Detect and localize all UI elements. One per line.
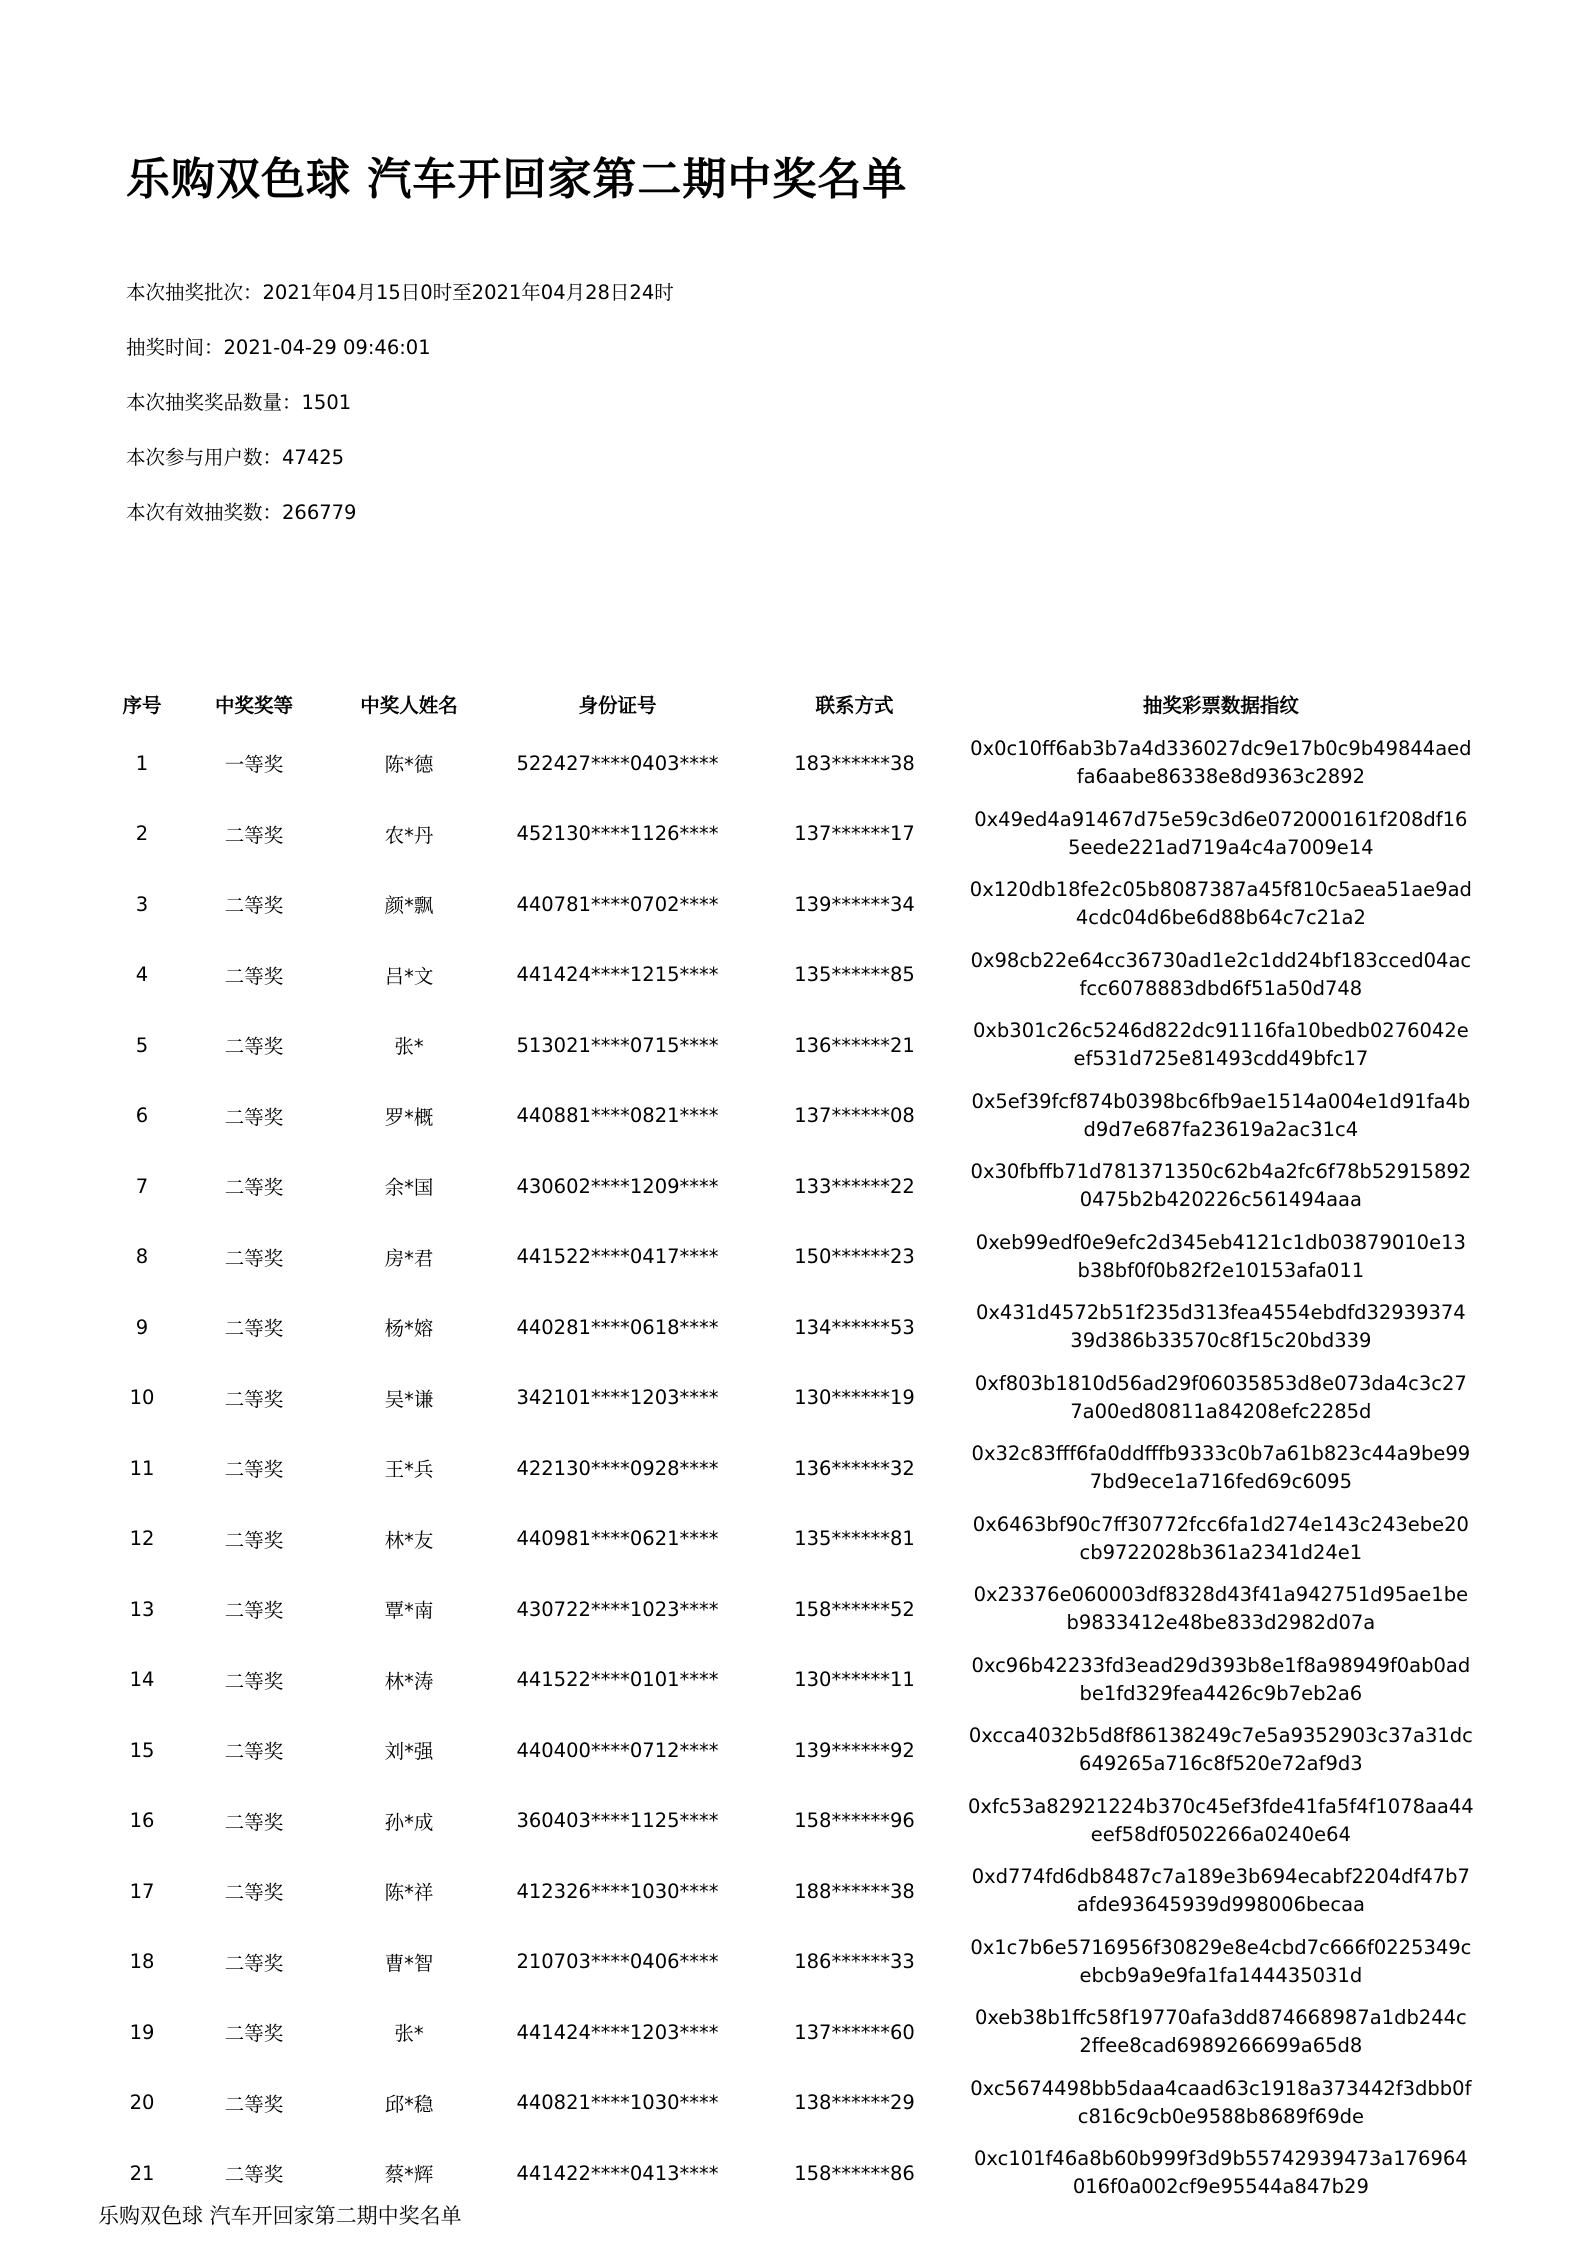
id-number-cell: 441522****0417**** [516, 1245, 719, 1269]
fingerprint-line: 0xc101f46a8b60b999f3d9b55742939473a176964 [974, 2147, 1468, 2171]
fingerprint-line: 0x32c83fff6fa0ddfffb9333c0b7a61b823c44a9be99 [971, 1442, 1471, 1466]
fingerprint-line: b9833412e48be833d2982d07a [1066, 1611, 1376, 1635]
prize-level-cell: 二等奖 [224, 894, 284, 918]
prize-level-cell: 二等奖 [224, 823, 284, 847]
fingerprint-cell [968, 1997, 1474, 2068]
winner-name-cell: 邱*稳 [384, 2092, 434, 2116]
table-row [100, 728, 1474, 799]
fingerprint-cell [968, 1574, 1474, 1645]
serial-cell: 10 [129, 1386, 155, 1410]
winner-name-cell: 刘*强 [384, 1740, 434, 1764]
prize-level-cell: 二等奖 [224, 2092, 284, 2116]
table-row [100, 869, 1474, 940]
id-number-cell: 452130****1126**** [516, 822, 719, 846]
id-number-cell: 422130****0928**** [516, 1456, 719, 1480]
serial-cell: 1 [135, 751, 149, 775]
fingerprint-line: 0xfc53a82921224b370c45ef3fde41fa5f4f1078aa44 [968, 1794, 1474, 1818]
table-row [100, 1504, 1474, 1575]
table-row [100, 1715, 1474, 1786]
serial-cell: 3 [135, 892, 149, 916]
fingerprint-line: 0xeb99edf0e9efc2d345eb4121c1db03879010e13 [975, 1230, 1466, 1254]
contact-cell: 134******53 [794, 1315, 915, 1339]
winner-name-cell: 杨*嫆 [384, 1317, 434, 1341]
fingerprint-line: 4cdc04d6be6d88b64c7c21a2 [1075, 906, 1366, 930]
serial-cell: 17 [129, 1879, 155, 1903]
prize-level-cell: 二等奖 [224, 1528, 284, 1552]
winner-name-cell: 林*友 [384, 1528, 434, 1552]
fingerprint-line: 39d386b33570c8f15c20bd339 [1070, 1329, 1372, 1353]
participant-count: 本次参与用户数：47425 [126, 446, 345, 469]
serial-cell: 18 [129, 1950, 155, 1974]
contact-cell: 138******29 [794, 2091, 915, 2115]
id-number-cell: 440821****1030**** [516, 2091, 719, 2115]
winner-name-cell: 张* [394, 1035, 424, 1059]
id-number-cell: 441424****1203**** [516, 2020, 719, 2044]
fingerprint-line: 0x98cb22e64cc36730ad1e2c1dd24bf183cced04ac [970, 948, 1472, 972]
fingerprint-line: 5eede221ad719a4c4a7009e14 [1068, 835, 1374, 859]
fingerprint-line: fa6aabe86338e8d9363c2892 [1076, 765, 1365, 789]
fingerprint-cell [968, 1363, 1474, 1434]
fingerprint-line: c816c9cb0e9588b8689f69de [1077, 2104, 1364, 2128]
table-row [100, 1786, 1474, 1857]
contact-cell: 188******38 [794, 1879, 915, 1903]
prize-level-cell: 二等奖 [224, 2163, 284, 2187]
prize-level-cell: 二等奖 [224, 1740, 284, 1764]
contact-cell: 158******86 [794, 2161, 915, 2185]
serial-cell: 12 [129, 1527, 155, 1551]
fingerprint-line: 0xcca4032b5d8f86138249c7e5a9352903c37a31dc [968, 1724, 1473, 1748]
contact-cell: 135******81 [794, 1527, 915, 1551]
fingerprint-line: 0x431d4572b51f235d313fea4554ebdfd32939374 [975, 1301, 1466, 1325]
table-row [100, 1010, 1474, 1081]
winner-name-cell: 孙*成 [384, 1810, 434, 1834]
serial-cell: 5 [135, 1033, 149, 1057]
contact-cell: 137******60 [794, 2020, 915, 2044]
column-header-contact: 联系方式 [815, 694, 894, 717]
table-row [100, 2068, 1474, 2139]
fingerprint-line: 0x6463bf90c7ff30772fcc6fa1d274e143c243ebe20 [972, 1512, 1469, 1536]
id-number-cell: 360403****1125**** [516, 1809, 719, 1833]
fingerprint-line: be1fd329fea4426c9b7eb2a6 [1079, 1681, 1363, 1705]
fingerprint-cell [968, 1292, 1474, 1363]
winner-name-cell: 张* [394, 2022, 424, 2046]
fingerprint-line: 0x49ed4a91467d75e59c3d6e072000161f208df16 [974, 807, 1468, 831]
prize-level-cell: 二等奖 [224, 1317, 284, 1341]
fingerprint-line: 0xd774fd6db8487c7a189e3b694ecabf2204df47b7 [971, 1865, 1470, 1889]
fingerprint-line: 0475b2b420226c561494aaa [1079, 1188, 1362, 1212]
table-row [100, 2138, 1474, 2209]
winners-table [100, 680, 1474, 2209]
prize-level-cell: 二等奖 [224, 1458, 284, 1482]
winner-name-cell: 罗*概 [384, 1105, 434, 1129]
fingerprint-cell [968, 869, 1474, 940]
contact-cell: 136******21 [794, 1033, 915, 1057]
serial-cell: 13 [129, 1597, 155, 1621]
winner-name-cell: 王*兵 [384, 1458, 434, 1482]
fingerprint-line: 016f0a002cf9e95544a847b29 [1072, 2175, 1369, 2199]
fingerprint-line: 0xc5674498bb5daa4caad63c1918a373442f3dbb0f [970, 2076, 1472, 2100]
table-row [100, 1292, 1474, 1363]
contact-cell: 183******38 [794, 751, 915, 775]
fingerprint-cell [968, 1081, 1474, 1152]
id-number-cell: 430602****1209**** [516, 1174, 719, 1198]
id-number-cell: 440981****0621**** [516, 1527, 719, 1551]
fingerprint-line: 0xeb38b1ffc58f19770afa3dd874668987a1db244c [974, 2006, 1467, 2030]
fingerprint-line: 7a00ed80811a84208efc2285d [1070, 1399, 1372, 1423]
contact-cell: 136******32 [794, 1456, 915, 1480]
fingerprint-cell [968, 1927, 1474, 1998]
winner-name-cell: 农*丹 [384, 823, 434, 847]
serial-cell: 15 [129, 1738, 155, 1762]
fingerprint-cell [968, 1786, 1474, 1857]
fingerprint-line: 0x23376e060003df8328d43f41a942751d95ae1be [973, 1583, 1469, 1607]
fingerprint-line: b38bf0f0b82f2e10153afa011 [1077, 1258, 1365, 1282]
prize-level-cell: 二等奖 [224, 1105, 284, 1129]
valid-draw-count: 本次有效抽奖数：266779 [126, 501, 357, 524]
winner-name-cell: 覃*南 [384, 1599, 434, 1623]
contact-cell: 137******08 [794, 1104, 915, 1128]
fingerprint-line: 0x30fbffb71d781371350c62b4a2fc6f78b52915892 [970, 1160, 1472, 1184]
table-row [100, 1574, 1474, 1645]
table-row [100, 940, 1474, 1011]
id-number-cell: 412326****1030**** [516, 1879, 719, 1903]
id-number-cell: 441422****0413**** [516, 2161, 719, 2185]
serial-cell: 7 [135, 1174, 149, 1198]
fingerprint-cell [968, 1504, 1474, 1575]
table-row [100, 799, 1474, 870]
id-number-cell: 513021****0715**** [516, 1033, 719, 1057]
contact-cell: 133******22 [794, 1174, 915, 1198]
fingerprint-line: eef58df0502266a0240e64 [1090, 1822, 1351, 1846]
prize-level-cell: 二等奖 [224, 1387, 284, 1411]
winner-name-cell: 吴*谦 [384, 1387, 434, 1411]
prize-level-cell: 二等奖 [224, 1881, 284, 1905]
page-title: 乐购双色球 汽车开回家第二期中奖名单 [126, 154, 908, 205]
contact-cell: 137******17 [794, 822, 915, 846]
table-row [100, 1081, 1474, 1152]
fingerprint-cell [968, 799, 1474, 870]
fingerprint-line: 0x0c10ff6ab3b7a4d336027dc9e17b0c9b49844aed [970, 737, 1472, 761]
id-number-cell: 342101****1203**** [516, 1386, 719, 1410]
id-number-cell: 210703****0406**** [516, 1950, 719, 1974]
prize-level-cell: 二等奖 [224, 1669, 284, 1693]
prize-level-cell: 二等奖 [224, 1035, 284, 1059]
id-number-cell: 441522****0101**** [516, 1668, 719, 1692]
fingerprint-line: 0xb301c26c5246d822dc91116fa10bedb0276042e [972, 1019, 1469, 1043]
prize-count: 本次抽奖奖品数量：1501 [126, 391, 352, 414]
winner-name-cell: 吕*文 [384, 964, 434, 988]
prize-level-cell: 二等奖 [224, 1951, 284, 1975]
prize-level-cell: 二等奖 [224, 2022, 284, 2046]
serial-cell: 19 [129, 2020, 155, 2044]
draw-time: 抽奖时间：2021-04-29 09:46:01 [126, 336, 431, 359]
id-number-cell: 441424****1215**** [516, 963, 719, 987]
fingerprint-line: fcc6078883dbd6f51a50d748 [1079, 976, 1363, 1000]
fingerprint-cell [968, 1151, 1474, 1222]
contact-cell: 130******11 [794, 1668, 915, 1692]
fingerprint-line: 0x120db18fe2c05b8087387a45f810c5aea51ae9ad [969, 878, 1472, 902]
winner-name-cell: 陈*祥 [384, 1881, 434, 1905]
fingerprint-line: afde93645939d998006becaa [1076, 1893, 1365, 1917]
serial-cell: 16 [129, 1809, 155, 1833]
fingerprint-line: cb9722028b361a2341d24e1 [1079, 1540, 1363, 1564]
table-row [100, 1433, 1474, 1504]
id-number-cell: 522427****0403**** [516, 751, 719, 775]
fingerprint-line: ebcb9a9e9fa1fa144435031d [1079, 1963, 1363, 1987]
prize-level-cell: 二等奖 [224, 1599, 284, 1623]
serial-cell: 4 [135, 963, 149, 987]
contact-cell: 186******33 [794, 1950, 915, 1974]
id-number-cell: 440400****0712**** [516, 1738, 719, 1762]
column-header-id-number: 身份证号 [578, 694, 657, 717]
fingerprint-line: 0xc96b42233fd3ead29d393b8e1f8a98949f0ab0ad [971, 1653, 1471, 1677]
id-number-cell: 430722****1023**** [516, 1597, 719, 1621]
fingerprint-line: 0x1c7b6e5716956f30829e8e4cbd7c666f0225349c [970, 1935, 1472, 1959]
fingerprint-line: 2ffee8cad6989266699a65d8 [1079, 2034, 1363, 2058]
table-row [100, 1997, 1474, 2068]
fingerprint-line: 7bd9ece1a716fed69c6095 [1089, 1470, 1352, 1494]
column-header-serial: 序号 [122, 694, 162, 717]
fingerprint-cell [968, 1715, 1474, 1786]
fingerprint-line: 649265a716c8f520e72af9d3 [1079, 1752, 1363, 1776]
serial-cell: 8 [135, 1245, 149, 1269]
fingerprint-line: d9d7e687fa23619a2ac31c4 [1083, 1117, 1359, 1141]
prize-level-cell: 二等奖 [224, 1810, 284, 1834]
serial-cell: 20 [129, 2091, 155, 2115]
serial-cell: 21 [129, 2161, 155, 2185]
fingerprint-cell [968, 1645, 1474, 1716]
page-footer: 乐购双色球 汽车开回家第二期中奖名单 [98, 2204, 462, 2228]
contact-cell: 139******34 [794, 892, 915, 916]
table-row [100, 1927, 1474, 1998]
contact-cell: 139******92 [794, 1738, 915, 1762]
contact-cell: 135******85 [794, 963, 915, 987]
serial-cell: 9 [135, 1315, 149, 1339]
serial-cell: 11 [129, 1456, 155, 1480]
fingerprint-line: ef531d725e81493cdd49bfc17 [1073, 1047, 1369, 1071]
lottery-info [126, 276, 674, 551]
prize-level-cell: 二等奖 [224, 964, 284, 988]
fingerprint-line: 0x5ef39fcf874b0398bc6fb9ae1514a004e1d91fa4b [971, 1089, 1471, 1113]
id-number-cell: 440881****0821**** [516, 1104, 719, 1128]
prize-level-cell: 二等奖 [224, 1176, 284, 1200]
contact-cell: 158******52 [794, 1597, 915, 1621]
id-number-cell: 440781****0702**** [516, 892, 719, 916]
winner-name-cell: 余*国 [384, 1176, 434, 1200]
fingerprint-cell [968, 1856, 1474, 1927]
contact-cell: 150******23 [794, 1245, 915, 1269]
fingerprint-cell [968, 2068, 1474, 2139]
prize-level-cell: 一等奖 [224, 753, 284, 777]
winner-name-cell: 林*涛 [384, 1669, 434, 1693]
winner-name-cell: 陈*德 [384, 753, 434, 777]
column-header-winner-name: 中奖人姓名 [360, 694, 458, 717]
contact-cell: 130******19 [794, 1386, 915, 1410]
fingerprint-line: 0xf803b1810d56ad29f06035853d8e073da4c3c27 [974, 1371, 1467, 1395]
winner-name-cell: 曹*智 [384, 1951, 434, 1975]
fingerprint-cell [968, 1010, 1474, 1081]
id-number-cell: 440281****0618**** [516, 1315, 719, 1339]
table-row [100, 1363, 1474, 1434]
table-row [100, 1645, 1474, 1716]
column-header-fingerprint: 抽奖彩票数据指纹 [1142, 694, 1299, 717]
winner-name-cell: 房*君 [384, 1246, 434, 1270]
draw-batch: 本次抽奖批次：2021年04月15日0时至2021年04月28日24时 [126, 281, 674, 304]
fingerprint-cell [968, 728, 1474, 799]
fingerprint-cell [968, 1433, 1474, 1504]
winner-name-cell: 颜*飘 [384, 894, 434, 918]
fingerprint-cell [968, 2138, 1474, 2209]
fingerprint-cell [968, 940, 1474, 1011]
fingerprint-cell [968, 1222, 1474, 1293]
winner-name-cell: 蔡*辉 [384, 2163, 434, 2187]
table-header-row [100, 680, 1474, 728]
serial-cell: 6 [135, 1104, 149, 1128]
serial-cell: 2 [135, 822, 149, 846]
table-row [100, 1222, 1474, 1293]
prize-level-cell: 二等奖 [224, 1246, 284, 1270]
column-header-prize-level: 中奖奖等 [214, 694, 293, 717]
table-row [100, 1151, 1474, 1222]
table-row [100, 1856, 1474, 1927]
serial-cell: 14 [129, 1668, 155, 1692]
contact-cell: 158******96 [794, 1809, 915, 1833]
